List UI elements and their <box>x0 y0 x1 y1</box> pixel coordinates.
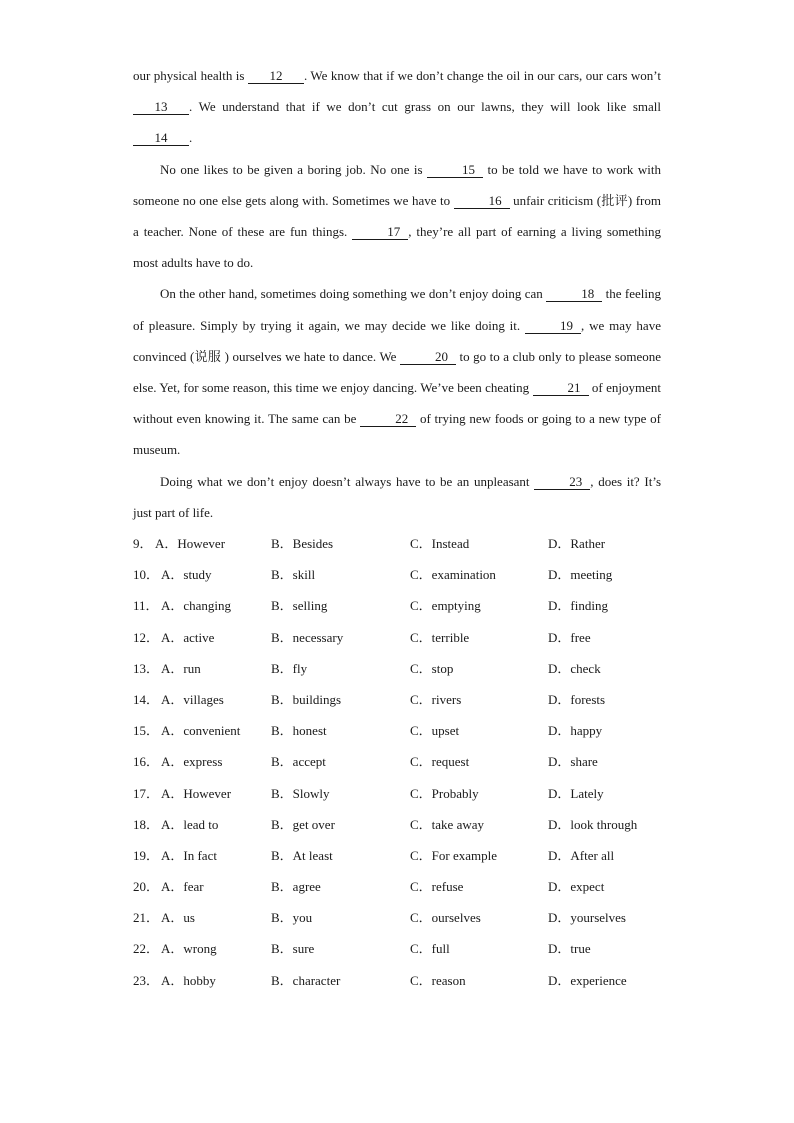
option-a: A．convenient <box>161 723 241 739</box>
option-a: A．villages <box>161 691 224 707</box>
option-d: D．experience <box>548 972 627 988</box>
question-row <box>133 746 661 777</box>
option-b: B．honest <box>271 723 327 739</box>
option-d: D．After all <box>548 847 615 863</box>
answer-blank: 13 <box>133 99 189 115</box>
question-number: 16． <box>133 754 160 770</box>
question-row <box>133 622 661 653</box>
passage-text: of trying new foods or going to a new type of museum. <box>133 411 662 458</box>
answer-blank: 21 <box>533 380 589 396</box>
passage-text: . We know that if we don’t change the oil in our cars, our cars won’t <box>303 68 661 83</box>
option-a: A．In fact <box>161 847 217 863</box>
option-d: D．finding <box>548 598 608 614</box>
document-page <box>133 60 661 996</box>
option-c: C．refuse <box>410 879 464 895</box>
option-a: A．lead to <box>161 816 219 832</box>
question-number: 23． <box>133 972 160 988</box>
option-c: C．stop <box>410 660 454 676</box>
option-a: A．run <box>161 660 201 676</box>
option-b: B．Slowly <box>271 785 330 801</box>
option-b: B．At least <box>271 847 333 863</box>
question-row <box>133 840 661 871</box>
question-row <box>133 933 661 964</box>
passage-text: to go to a club only to please someone else. Yet, for some reason, this time we enjoy dancing. We’ve been cheating <box>133 348 661 396</box>
passage-text: No one likes to be given a boring job. No one is <box>160 161 427 177</box>
option-b: B．sure <box>271 941 315 957</box>
option-d: D．free <box>548 629 591 645</box>
passage-text: Doing what we don’t enjoy doesn’t always have to be an unpleasant <box>160 473 535 489</box>
option-b: B．get over <box>271 816 335 832</box>
option-c: C．For example <box>410 847 498 863</box>
option-d: D．look through <box>548 816 638 832</box>
question-row <box>133 715 661 746</box>
passage-paragraph <box>133 60 661 154</box>
option-a: A．hobby <box>161 972 216 988</box>
option-b: B．fly <box>271 660 308 676</box>
option-c: C．rivers <box>410 691 462 707</box>
option-c: C．reason <box>410 972 466 988</box>
option-a: A．us <box>161 910 195 926</box>
passage-text: On the other hand, sometimes doing something we don’t enjoy doing can <box>160 286 547 302</box>
option-d: D．check <box>548 660 601 676</box>
option-a: A．fear <box>161 879 204 895</box>
question-number: 22． <box>133 941 160 957</box>
answer-blank: 16 <box>454 193 510 209</box>
option-d: D．true <box>548 941 591 957</box>
option-a: A．wrong <box>161 941 217 957</box>
passage-paragraph <box>133 154 661 279</box>
passage-text: . <box>189 130 193 146</box>
answer-blank: 20 <box>400 349 456 365</box>
option-b: B．selling <box>271 598 328 614</box>
option-d: D．share <box>548 754 598 770</box>
option-b: B．accept <box>271 754 326 770</box>
option-c: C．Instead <box>410 536 470 552</box>
option-b: B．necessary <box>271 629 344 645</box>
option-b: B．skill <box>271 567 316 583</box>
option-c: C．terrible <box>410 629 470 645</box>
question-number: 19． <box>133 847 160 863</box>
option-b: B．you <box>271 910 313 926</box>
question-row <box>133 965 661 996</box>
answer-blank: 15 <box>427 162 483 178</box>
question-row <box>133 778 661 809</box>
passage-paragraph <box>133 466 661 528</box>
answer-blank: 12 <box>248 68 304 84</box>
option-a: A．study <box>161 567 212 583</box>
passage-text: of enjoyment without even knowing it. The same can be <box>133 380 661 427</box>
question-row <box>133 684 661 715</box>
option-b: B．Besides <box>271 536 334 552</box>
answer-blank: 18 <box>546 286 602 302</box>
option-a: A．express <box>161 754 223 770</box>
question-number: 18． <box>133 816 160 832</box>
cloze-passage <box>133 60 661 528</box>
question-number: 12． <box>133 629 160 645</box>
question-number: 9． <box>133 536 153 552</box>
option-d: D．happy <box>548 723 603 739</box>
option-d: D．meeting <box>548 567 613 583</box>
question-row <box>133 559 661 590</box>
passage-paragraph <box>133 278 661 465</box>
answer-blank: 14 <box>133 130 189 146</box>
question-row <box>133 528 661 559</box>
passage-text: our physical health is <box>133 68 248 83</box>
answer-blank: 19 <box>525 318 581 334</box>
answer-blank: 23 <box>534 474 590 490</box>
option-a: A．However <box>161 785 232 801</box>
option-c: C．ourselves <box>410 910 481 926</box>
passage-text: , we may have convinced (说服 ) ourselves we hate to dance. We <box>133 317 661 364</box>
option-c: C．full <box>410 941 450 957</box>
question-list <box>133 528 661 996</box>
option-a: A．changing <box>161 598 232 614</box>
question-number: 14． <box>133 691 160 707</box>
option-c: C．request <box>410 754 470 770</box>
answer-blank: 17 <box>352 224 408 240</box>
question-number: 10． <box>133 567 160 583</box>
option-b: B．character <box>271 972 341 988</box>
option-d: D．forests <box>548 691 606 707</box>
passage-text: . We understand that if we don’t cut grass on our lawns, they will look like small <box>189 99 661 115</box>
question-row <box>133 809 661 840</box>
option-c: C．examination <box>410 567 496 583</box>
option-d: D．yourselves <box>548 910 626 926</box>
option-d: D．expect <box>548 879 605 895</box>
passage-text: unfair criticism (批评) from a teacher. None of these are fun things. <box>133 192 661 240</box>
passage-text: , does it? It’s just part of life. <box>133 473 662 520</box>
question-row <box>133 871 661 902</box>
passage-text: , they’re all part of earning a living something most adults have to do. <box>133 224 661 271</box>
answer-blank: 22 <box>360 411 416 427</box>
question-number: 17． <box>133 785 160 801</box>
option-d: D．Rather <box>548 536 606 552</box>
question-row <box>133 902 661 933</box>
question-row <box>133 653 661 684</box>
passage-text: to be told we have to work with someone no one else gets along with. Sometimes we have to <box>133 161 661 208</box>
option-c: C．Probably <box>410 785 479 801</box>
option-c: C．take away <box>410 816 485 832</box>
question-number: 20． <box>133 879 160 895</box>
option-c: C．upset <box>410 723 460 739</box>
question-number: 21． <box>133 910 160 926</box>
question-row <box>133 590 661 621</box>
option-b: B．buildings <box>271 691 342 707</box>
option-c: C．emptying <box>410 598 481 614</box>
option-b: B．agree <box>271 879 321 895</box>
option-a: A．However <box>155 536 226 552</box>
option-d: D．Lately <box>548 785 604 801</box>
question-number: 13． <box>133 660 160 676</box>
question-number: 11． <box>133 598 159 614</box>
option-a: A．active <box>161 629 215 645</box>
question-number: 15． <box>133 723 160 739</box>
passage-text: the feeling of pleasure. Simply by trying it again, we may decide we like doing it. <box>133 286 661 333</box>
